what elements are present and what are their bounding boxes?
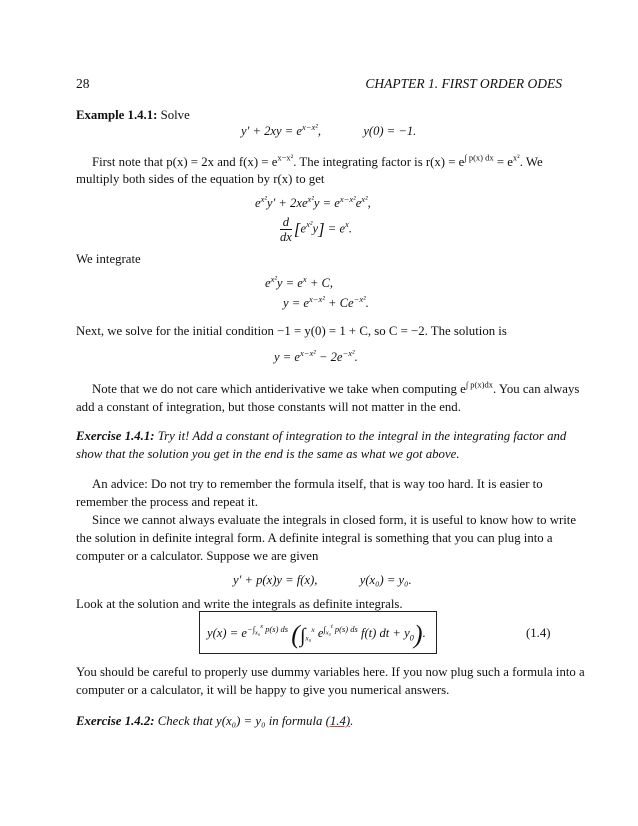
formula-definite-integral: $y(x) = e^{-\int_{x_0}^x p(s) ds}$ ($\int_{x_0}^x$ $e^{\int_{x_0}^t p(s) ds}$ f(t) dt + $y_0$).	[207, 620, 426, 649]
equation-number: (1.4)	[526, 626, 551, 640]
chapter-title: CHAPTER 1. FIRST ORDER ODES	[365, 76, 562, 91]
advice-line3: Since we cannot always evaluate the integrals in closed form, it is useful to know how to write	[92, 513, 577, 527]
exercise-1-line1: Exercise 1.4.1: Try it! Add a constant of integration to the integral in the integrating factor and	[76, 429, 567, 443]
equation-integrated-1: $e^{x^2}y = e^x + C$,	[265, 273, 334, 290]
advice-line1: An advice: Do not try to remember the formula itself, that is way too hard. It is easier to	[92, 477, 543, 491]
equation-integrated-2: $y = e^{x-x^2} + Ce^{-x^2}$.	[283, 293, 369, 310]
exercise-2: Exercise 1.4.2: Check that y(x₀) = y₀ in formula (1.4).	[76, 714, 354, 728]
text-we-integrate: We integrate	[76, 252, 141, 266]
paragraph-antiderivative: Note that we do not care which antiderivative we take when computing $e^{\int p(x)dx}$. You can always	[92, 379, 580, 396]
text-look-at-solution: Look at the solution and write the integrals as definite integrals.	[76, 597, 403, 611]
equation-derivative: $\frac{d}{dx}$ $[e^{x^2}y] = e^x$.	[280, 215, 352, 244]
equation-ode: $y' + 2xy = e^{x-x^2}$, y(0) = −1.	[241, 121, 417, 138]
example-lead: Solve	[160, 108, 190, 122]
exercise-1-line2: show that the solution you get in the end is the same as what we got above.	[76, 447, 460, 461]
advice-line2: remember the process and repeat it.	[76, 495, 258, 509]
paragraph-integrating-factor: First note that p(x) = 2x and $f(x) = e^{x-x^2}$. The integrating factor is $r(x) = e^{\int p(x) dx} = e^{x^2}$. We	[92, 152, 543, 169]
formula-reference-link[interactable]: (1.4)	[325, 714, 351, 728]
example-heading	[76, 106, 190, 124]
advice-line4: the solution in definite integral form. A definite integral is something that you can plug into a	[76, 531, 553, 545]
page-number: 28	[76, 76, 90, 91]
exercise-1-label: Exercise 1.4.1:	[76, 429, 155, 443]
paragraph-antiderivative-2: add a constant of integration, but those constants will not matter in the end.	[76, 400, 461, 414]
running-header	[76, 76, 562, 94]
advice-line5: computer or a calculator. Suppose we are given	[76, 549, 319, 563]
equation-multiplied: $e^{x^2}y' + 2xe^{x^2}y = e^{x-x^2}e^{x^2}$,	[255, 193, 371, 210]
paragraph-dummy-variables-1: You should be careful to properly use dummy variables here. If you now plug such a formula into a	[76, 665, 585, 679]
example-label: Example 1.4.1:	[76, 108, 158, 122]
equation-general-ode: y′ + p(x)y = f(x), y(x₀) = y₀.	[233, 573, 412, 587]
paragraph-dummy-variables-2: computer or a calculator, it will be happy to give you numerical answers.	[76, 683, 450, 697]
paragraph-integrating-factor-2: multiply both sides of the equation by r(x) to get	[76, 172, 325, 186]
exercise-2-label: Exercise 1.4.2:	[76, 714, 155, 728]
paragraph-initial-condition: Next, we solve for the initial condition −1 = y(0) = 1 + C, so C = −2. The solution is	[76, 324, 507, 338]
equation-solution: $y = e^{x-x^2} - 2e^{-x^2}$.	[274, 347, 358, 364]
